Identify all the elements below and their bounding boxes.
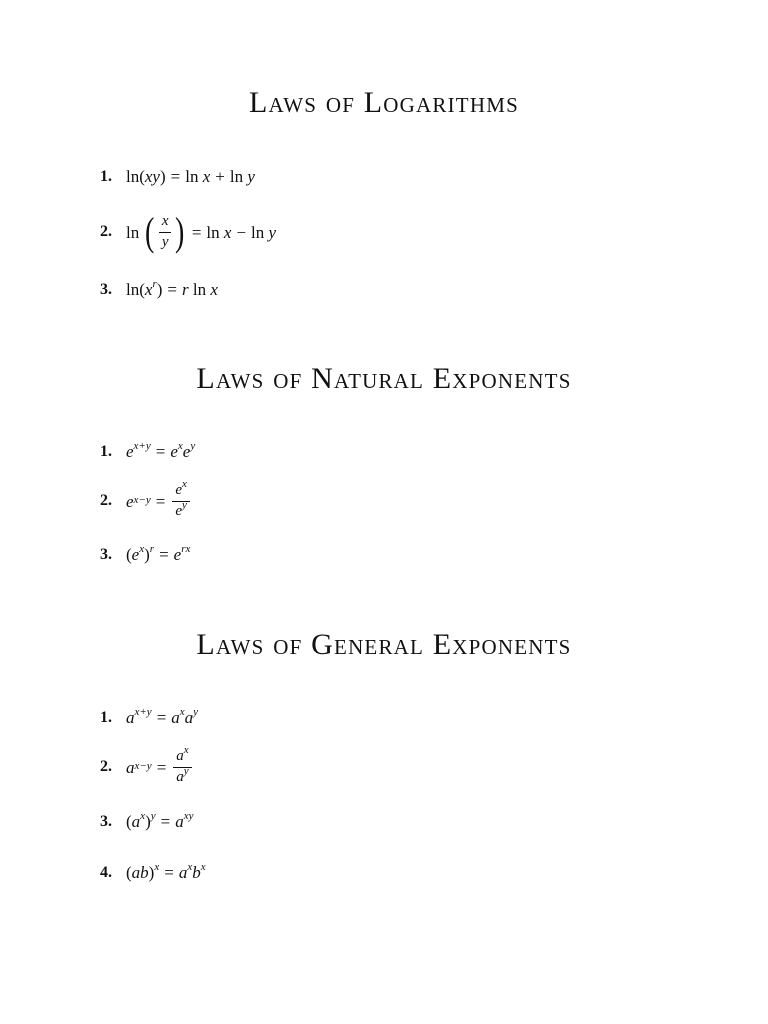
log-law-1 [100, 168, 255, 185]
item-number: 1. [100, 167, 112, 185]
formula: ln(xy) = ln x + ln y [126, 167, 255, 186]
formula: $(ab)^x = a^xb^x$ [126, 861, 206, 882]
genexp-law-1 [100, 706, 199, 727]
item-number: 1. [100, 442, 112, 460]
section-title-general-exponents: Laws of General Exponents [196, 628, 572, 661]
formula: $\ln(x^r) = r$ ln x [126, 278, 218, 299]
section-title-natural-exponents: Laws of Natural Exponents [196, 362, 572, 395]
item-number: 1. [100, 708, 112, 726]
formula: $a^{x+y} = a^xa^y$ [126, 706, 199, 727]
natexp-law-2 [100, 478, 192, 520]
item-number: 4. [100, 863, 112, 881]
genexp-law-4 [100, 861, 206, 882]
item-number: 3. [100, 545, 112, 563]
item-number: 2. [100, 758, 112, 776]
formula: e $^{x-y}$ = $\frac{e^x}{e^y}$ [126, 483, 192, 520]
item-number: 2. [100, 492, 112, 510]
formula: $(e^x)^r = e^{rx}$ [126, 543, 191, 564]
log-law-2 [100, 209, 277, 254]
formula: $(a^x)^y = a^{xy}$ [126, 810, 194, 831]
section-title-logarithms: Laws of Logarithms [249, 86, 519, 119]
natexp-law-3 [100, 543, 191, 564]
formula: ln ( $\frac{x}{y}$ ) = ln x − ln y [126, 209, 277, 254]
item-number: 3. [100, 280, 112, 298]
formula: a $^{x-y}$ = $\frac{a^x}{a^y}$ [126, 749, 194, 786]
item-number: 2. [100, 223, 112, 240]
genexp-law-3 [100, 810, 194, 831]
formula: $e^{x+y} = e^xe^y$ [126, 440, 196, 461]
natexp-law-1 [100, 440, 196, 461]
item-number: 3. [100, 812, 112, 830]
genexp-law-2 [100, 744, 194, 786]
log-law-3 [100, 278, 218, 299]
